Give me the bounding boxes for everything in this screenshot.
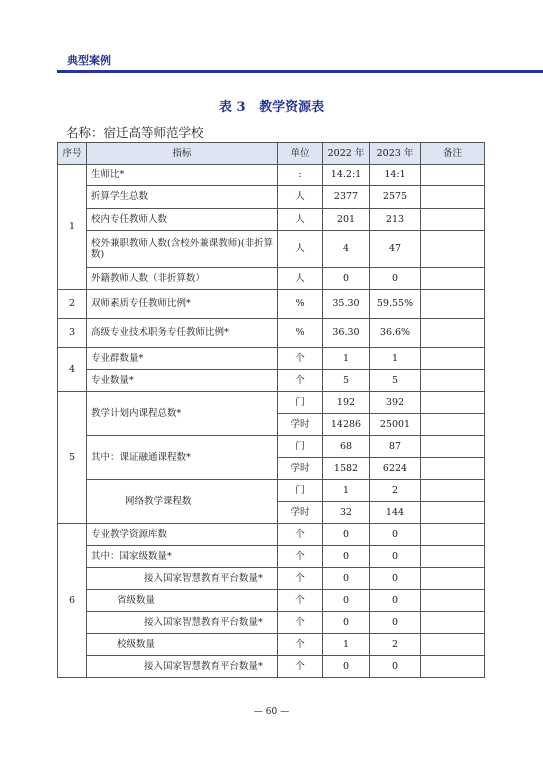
indicator-cell: 校外兼职教师人数(含校外兼课教师)(非折算数): [87, 231, 278, 268]
indicator-cell: 生师比*: [87, 165, 278, 186]
value-2022-cell: 14286: [323, 414, 370, 436]
unit-cell: :: [278, 165, 323, 186]
remark-cell: [421, 568, 485, 590]
indicator-cell: 专业数量*: [87, 370, 278, 392]
unit-cell: 学时: [278, 414, 323, 436]
unit-cell: 人: [278, 209, 323, 231]
table-header-row: [58, 143, 485, 165]
remark-cell: [421, 165, 485, 186]
page-number: — 60 —: [253, 707, 290, 717]
table-row: [58, 231, 485, 268]
indicator-cell: 网络教学课程数: [87, 480, 278, 524]
col-header-unit: 单位: [278, 143, 323, 165]
table-row: [58, 319, 485, 348]
value-2023-cell: 0: [370, 656, 421, 678]
value-2022-cell: 1: [323, 634, 370, 656]
table-row: [58, 568, 485, 590]
value-2022-cell: 68: [323, 436, 370, 458]
col-header-2023: 2023 年: [370, 143, 421, 165]
remark-cell: [421, 209, 485, 231]
indicator-cell: 其中：国家级数量*: [87, 546, 278, 568]
value-2023-cell: 6224: [370, 458, 421, 480]
value-2022-cell: 5: [323, 370, 370, 392]
value-2023-cell: 0: [370, 568, 421, 590]
indicator-cell: 其中：课证融通课程数*: [87, 436, 278, 480]
table-row: [58, 370, 485, 392]
remark-cell: [421, 392, 485, 414]
remark-cell: [421, 590, 485, 612]
table-row: [58, 268, 485, 290]
remark-cell: [421, 612, 485, 634]
remark-cell: [421, 186, 485, 209]
value-2023-cell: 87: [370, 436, 421, 458]
value-2023-cell: 25001: [370, 414, 421, 436]
remark-cell: [421, 268, 485, 290]
indicator-cell: 校级数量: [87, 634, 278, 656]
value-2023-cell: 0: [370, 268, 421, 290]
table-row: [58, 480, 485, 502]
remark-cell: [421, 290, 485, 319]
remark-cell: [421, 524, 485, 546]
value-2023-cell: 1: [370, 348, 421, 370]
row-no: 3: [58, 319, 87, 348]
value-2022-cell: 1: [323, 480, 370, 502]
table-row: [58, 524, 485, 546]
indicator-cell: 专业教学资源库数: [87, 524, 278, 546]
indicator-cell: 高级专业技术职务专任教师比例*: [87, 319, 278, 348]
header-rule: [57, 70, 543, 73]
unit-cell: 个: [278, 634, 323, 656]
value-2022-cell: 0: [323, 524, 370, 546]
col-header-indicator: 指标: [87, 143, 278, 165]
table-row: [58, 590, 485, 612]
value-2023-cell: 59.55%: [370, 290, 421, 319]
value-2022-cell: 0: [323, 546, 370, 568]
value-2023-cell: 0: [370, 612, 421, 634]
value-2022-cell: 4: [323, 231, 370, 268]
value-2023-cell: 36.6%: [370, 319, 421, 348]
remark-cell: [421, 656, 485, 678]
table-row: [58, 165, 485, 186]
unit-cell: %: [278, 290, 323, 319]
value-2023-cell: 392: [370, 392, 421, 414]
unit-cell: 人: [278, 268, 323, 290]
value-2022-cell: 35.30: [323, 290, 370, 319]
unit-cell: 人: [278, 231, 323, 268]
indicator-cell: 校内专任教师人数: [87, 209, 278, 231]
value-2023-cell: 2: [370, 634, 421, 656]
remark-cell: [421, 319, 485, 348]
unit-cell: 个: [278, 370, 323, 392]
value-2022-cell: 0: [323, 612, 370, 634]
row-no: 1: [58, 165, 87, 290]
value-2022-cell: 0: [323, 268, 370, 290]
col-header-no: 序号: [58, 143, 87, 165]
unit-cell: 门: [278, 392, 323, 414]
indicator-cell: 接入国家智慧教育平台数量*: [87, 568, 278, 590]
indicator-cell: 折算学生总数: [87, 186, 278, 209]
value-2023-cell: 0: [370, 590, 421, 612]
unit-cell: 个: [278, 524, 323, 546]
unit-cell: 个: [278, 590, 323, 612]
value-2022-cell: 0: [323, 590, 370, 612]
value-2022-cell: 0: [323, 656, 370, 678]
table-row: [58, 209, 485, 231]
unit-cell: %: [278, 319, 323, 348]
remark-cell: [421, 480, 485, 502]
remark-cell: [421, 634, 485, 656]
unit-cell: 个: [278, 348, 323, 370]
remark-cell: [421, 348, 485, 370]
table-row: [58, 612, 485, 634]
indicator-cell: 专业群数量*: [87, 348, 278, 370]
value-2023-cell: 2: [370, 480, 421, 502]
table-row: [58, 348, 485, 370]
table-row: [58, 392, 485, 414]
remark-cell: [421, 370, 485, 392]
row-no: 5: [58, 392, 87, 524]
unit-cell: 学时: [278, 502, 323, 524]
value-2022-cell: 1: [323, 348, 370, 370]
indicator-cell: 外籍教师人数（非折算数）: [87, 268, 278, 290]
table-row: [58, 634, 485, 656]
indicator-cell: 接入国家智慧教育平台数量*: [87, 656, 278, 678]
col-header-remark: 备注: [421, 143, 485, 165]
value-2023-cell: 0: [370, 546, 421, 568]
value-2023-cell: 0: [370, 524, 421, 546]
indicator-cell: 双师素质专任教师比例*: [87, 290, 278, 319]
remark-cell: [421, 436, 485, 458]
unit-cell: 个: [278, 656, 323, 678]
remark-cell: [421, 414, 485, 436]
row-no: 6: [58, 524, 87, 678]
value-2022-cell: 201: [323, 209, 370, 231]
value-2023-cell: 144: [370, 502, 421, 524]
table-row: [58, 546, 485, 568]
unit-cell: 学时: [278, 458, 323, 480]
unit-cell: 门: [278, 436, 323, 458]
org-name: 名称：宿迁高等师范学校: [66, 125, 204, 140]
table-row: [58, 436, 485, 458]
table-row: [58, 656, 485, 678]
running-header-title: 典型案例: [67, 54, 111, 67]
indicator-cell: 接入国家智慧教育平台数量*: [87, 612, 278, 634]
indicator-cell: 教学计划内课程总数*: [87, 392, 278, 436]
unit-cell: 个: [278, 546, 323, 568]
unit-cell: 门: [278, 480, 323, 502]
value-2023-cell: 5: [370, 370, 421, 392]
value-2023-cell: 213: [370, 209, 421, 231]
row-no: 4: [58, 348, 87, 392]
value-2022-cell: 2377: [323, 186, 370, 209]
remark-cell: [421, 546, 485, 568]
value-2022-cell: 36.30: [323, 319, 370, 348]
remark-cell: [421, 231, 485, 268]
table-row: [58, 186, 485, 209]
value-2023-cell: 14:1: [370, 165, 421, 186]
remark-cell: [421, 502, 485, 524]
value-2022-cell: 32: [323, 502, 370, 524]
value-2022-cell: 192: [323, 392, 370, 414]
remark-cell: [421, 458, 485, 480]
row-no: 2: [58, 290, 87, 319]
teaching-resources-table: [57, 142, 485, 678]
col-header-2022: 2022 年: [323, 143, 370, 165]
value-2022-cell: 0: [323, 568, 370, 590]
value-2023-cell: 47: [370, 231, 421, 268]
value-2022-cell: 1582: [323, 458, 370, 480]
unit-cell: 个: [278, 612, 323, 634]
unit-cell: 个: [278, 568, 323, 590]
value-2022-cell: 14.2:1: [323, 165, 370, 186]
table-row: [58, 290, 485, 319]
table-title: 表 3 教学资源表: [218, 100, 325, 115]
unit-cell: 人: [278, 186, 323, 209]
value-2023-cell: 2575: [370, 186, 421, 209]
indicator-cell: 省级数量: [87, 590, 278, 612]
